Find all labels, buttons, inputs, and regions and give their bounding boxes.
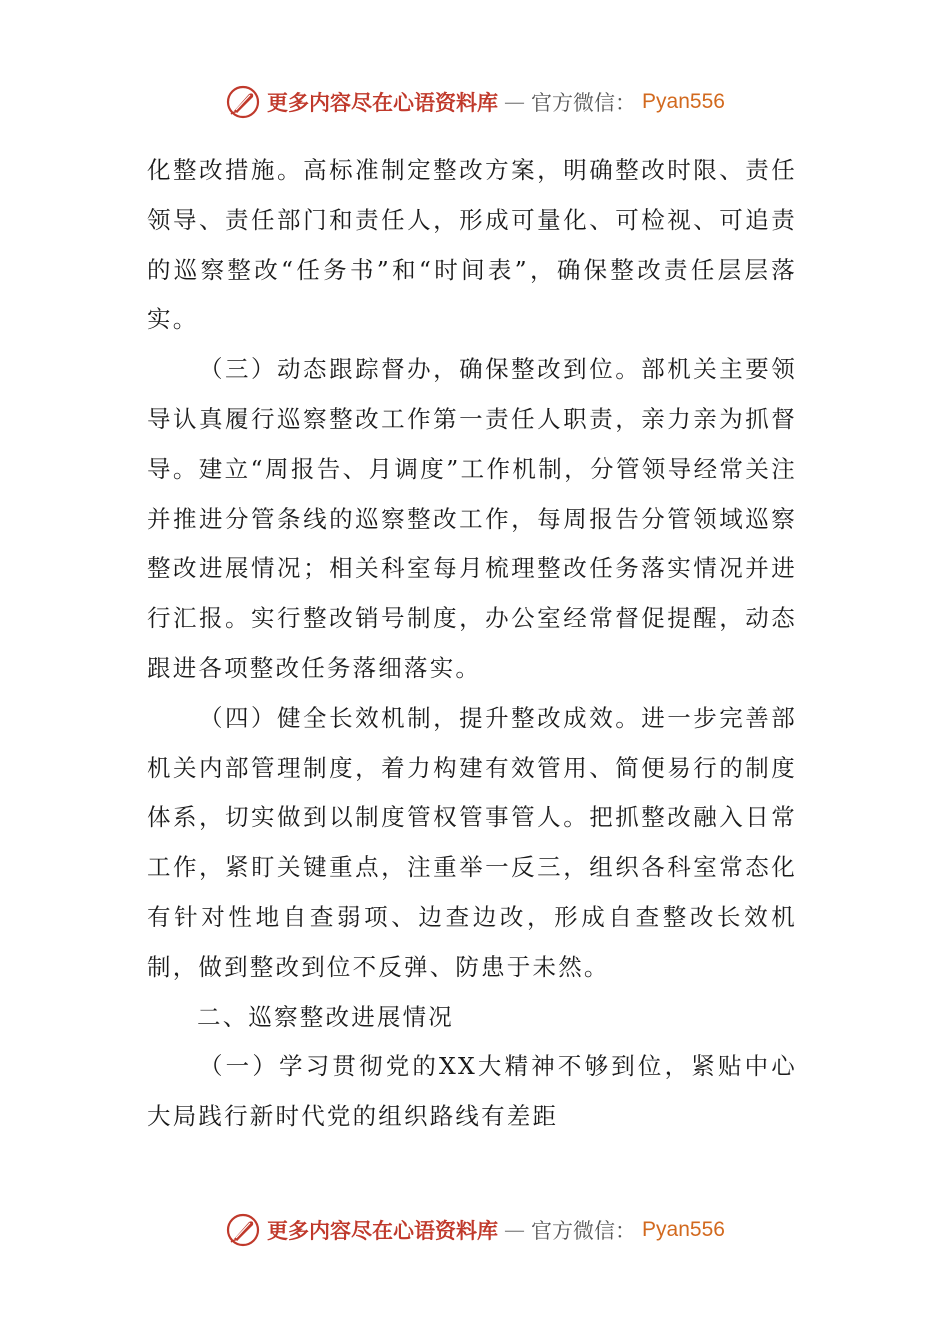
section-heading: 二、巡察整改进展情况 xyxy=(197,1002,454,1031)
brand-text: 更多内容尽在心语资料库 xyxy=(267,1218,499,1243)
header-banner xyxy=(0,80,950,124)
brand-text: 更多内容尽在心语资料库 xyxy=(267,90,499,115)
document-body xyxy=(147,146,797,1142)
paragraph-continuation: 化整改措施。高标准制定整改方案，明确整改时限、责任领导、责任部门和责任人，形成可量化、可检视、可追责的巡察整改“任务书”和“时间表”，确保整改责任层层落实。 xyxy=(147,156,797,334)
wechat-id: Pyan556 xyxy=(642,90,725,113)
wechat-label: 官方微信： xyxy=(531,91,637,115)
paragraph-subsection-1: （一）学习贯彻党的XX大精神不够到位，紧贴中心大局践行新时代党的组织路线有差距 xyxy=(147,1052,797,1131)
paragraph-section-4: （四）健全长效机制，提升整改成效。进一步完善部机关内部管理制度，着力构建有效管用、简便易行的制度体系，切实做到以制度管权管事管人。把抓整改融入日常工作，紧盯关键重点，注重举一反三，组织各科室常态化有针对性地自查弱项、边查边改，形成自查整改长效机制，做到整改到位不反弹、防患于未然。 xyxy=(147,703,797,981)
banner-separator: — xyxy=(504,90,526,114)
paragraph-section-3: （三）动态跟踪督办，确保整改到位。部机关主要领导认真履行巡察整改工作第一责任人职责，亲力亲为抓督导。建立“周报告、月调度”工作机制，分管领导经常关注并推进分管条线的巡察整改工作，每周报告分管领域巡察整改进展情况；相关科室每月梳理整改任务落实情况并进行汇报。实行整改销号制度，办公室经常督促提醒，动态跟进各项整改任务落细落实。 xyxy=(147,355,797,682)
wechat-id: Pyan556 xyxy=(642,1218,725,1241)
quill-logo-icon xyxy=(225,1212,261,1248)
footer-banner xyxy=(0,1208,950,1252)
banner-separator: — xyxy=(504,1218,526,1242)
quill-logo-icon xyxy=(225,84,261,120)
wechat-label: 官方微信： xyxy=(531,1219,637,1243)
